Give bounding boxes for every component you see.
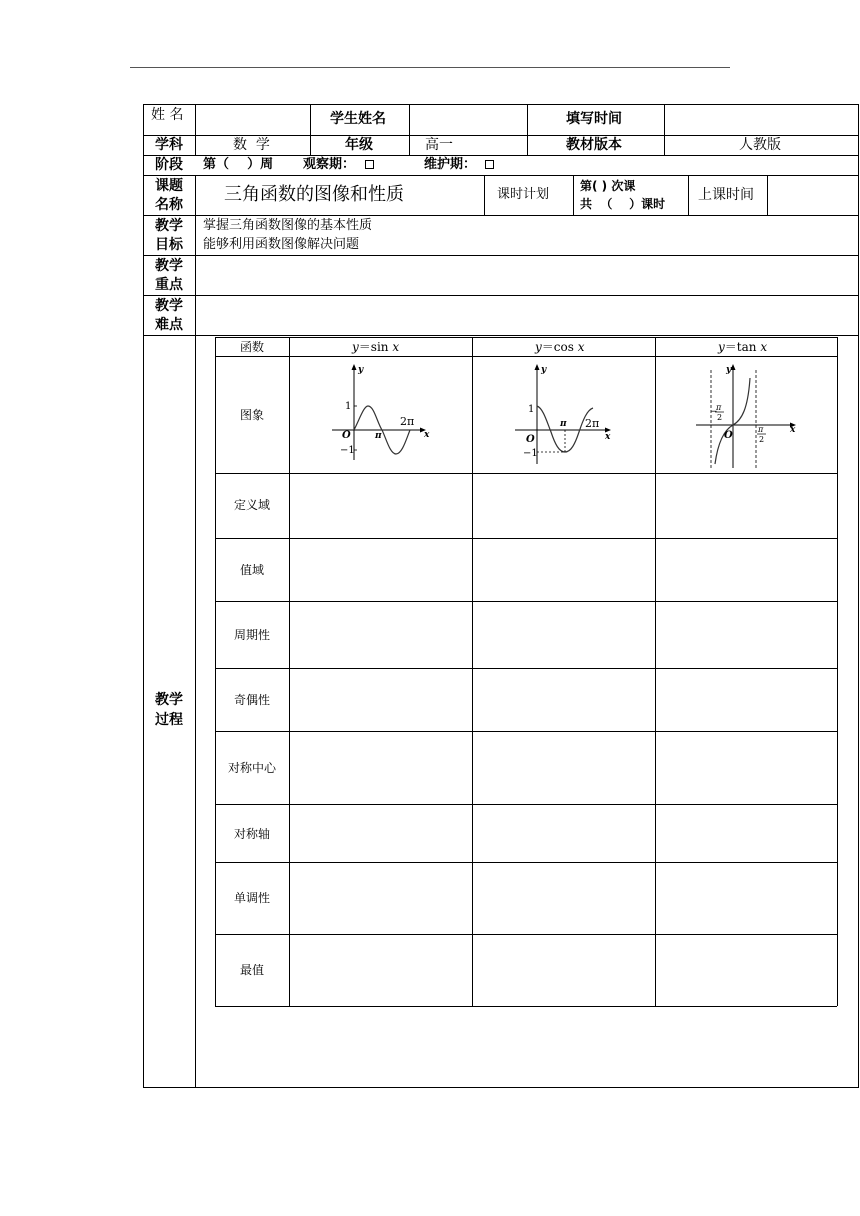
sin-y-label: y [358, 365, 364, 375]
cos-prefix: y [535, 340, 542, 354]
class-time-label: 上课时间 [698, 187, 754, 203]
function-header: 函数 [240, 340, 265, 354]
week-text: 第（ ）周 [203, 157, 274, 172]
cos-2pi-label: 2π [585, 417, 600, 430]
grade-label: 年级 [345, 137, 373, 153]
cos-name: cos [553, 340, 574, 354]
sin-pi-label: π [375, 431, 382, 441]
textbook-value: 人教版 [739, 137, 781, 153]
lesson-line1: 第( ) 次课 [580, 179, 636, 193]
goals-label-line2: 目标 [155, 237, 183, 253]
row-label-symmetry-axis: 对称轴 [234, 827, 271, 841]
keypoints-label-line1: 教学 [155, 258, 183, 274]
tan-graph [690, 360, 810, 470]
sin-eq: ＝ [358, 340, 371, 354]
student-name-label: 学生姓名 [330, 111, 386, 127]
sin-var: x [392, 340, 400, 354]
sin-graph [320, 360, 440, 470]
tan-pos-frac-num: π [758, 425, 764, 434]
stage-label: 阶段 [155, 157, 183, 173]
tan-pos-frac-den: 2 [759, 435, 765, 444]
observe-checkbox[interactable] [365, 160, 374, 169]
sin-one-label: 1 [345, 401, 352, 412]
process-label-line2: 过程 [155, 712, 183, 728]
function-sin-header [352, 341, 399, 353]
tan-neg-frac-num: π [716, 403, 722, 412]
row-label-domain: 定义域 [234, 498, 271, 512]
tan-prefix: y [718, 340, 725, 354]
fill-time-label: 填写时间 [566, 111, 622, 127]
topic-title: 三角函数的图像和性质 [224, 184, 404, 205]
cos-var: x [577, 340, 585, 354]
topic-label-line1: 课题 [155, 178, 183, 194]
tan-var: x [760, 340, 768, 354]
keypoints-label-line2: 重点 [155, 277, 183, 293]
sin-y-arrow [352, 364, 357, 370]
tan-neg-frac-den: 2 [717, 413, 723, 422]
cos-x-label: x [605, 432, 611, 442]
goals-label-line1: 教学 [155, 218, 183, 234]
maintain-label: 维护期： [424, 157, 477, 172]
cos-pi-label: π [560, 419, 567, 429]
cos-one-label: 1 [528, 404, 535, 415]
row-label-period: 周期性 [234, 628, 271, 642]
difficulties-label-line2: 难点 [155, 317, 183, 333]
cos-graph [505, 360, 625, 470]
row-label-extrema: 最值 [240, 963, 265, 977]
tan-y-arrow [731, 364, 736, 370]
header-rule [130, 67, 730, 68]
difficulties-label-line1: 教学 [155, 298, 183, 314]
tan-name: tan [736, 340, 757, 354]
maintain-checkbox[interactable] [485, 160, 494, 169]
function-tan-header [718, 341, 767, 353]
tan-neg-sign: − [710, 407, 718, 417]
observe-label: 观察期： [303, 157, 356, 172]
row-label-monotonicity: 单调性 [234, 891, 271, 905]
sin-prefix: y [352, 340, 359, 354]
tan-x-label: x [790, 425, 796, 435]
cos-y-label: y [541, 365, 547, 375]
row-label-range: 值域 [240, 563, 265, 577]
sin-neg-one-label: −1 [340, 445, 355, 456]
sin-origin-label: O [342, 430, 351, 441]
subject-value: 数 学 [233, 137, 270, 153]
goal-line-2: 能够利用函数图像解决问题 [203, 237, 360, 252]
sin-x-label: x [424, 430, 430, 440]
plan-label: 课时计划 [497, 187, 550, 202]
process-label-line1: 教学 [155, 692, 183, 708]
cos-neg-one-label: −1 [523, 448, 538, 459]
graph-row-label: 图象 [240, 408, 265, 422]
cos-origin-label: O [526, 434, 535, 445]
tan-y-label: y [726, 365, 732, 375]
function-cos-header [535, 341, 585, 353]
goal-line-1: 掌握三角函数图像的基本性质 [203, 218, 373, 233]
sin-2pi-label: 2π [400, 415, 415, 428]
row-label-symmetry-center: 对称中心 [228, 761, 277, 775]
row-label-parity: 奇偶性 [234, 693, 271, 707]
grade-value: 高一 [425, 137, 453, 153]
cos-eq: ＝ [541, 340, 554, 354]
name-label: 姓 名 [151, 107, 184, 123]
topic-label-line2: 名称 [155, 197, 183, 213]
sin-name: sin [370, 340, 389, 354]
subject-label: 学科 [155, 137, 183, 153]
tan-origin-label: O [724, 430, 733, 441]
lesson-line2: 共 （ ）课时 [580, 197, 666, 211]
tan-eq: ＝ [724, 340, 737, 354]
textbook-label: 教材版本 [566, 137, 622, 153]
cos-y-arrow [535, 364, 540, 370]
